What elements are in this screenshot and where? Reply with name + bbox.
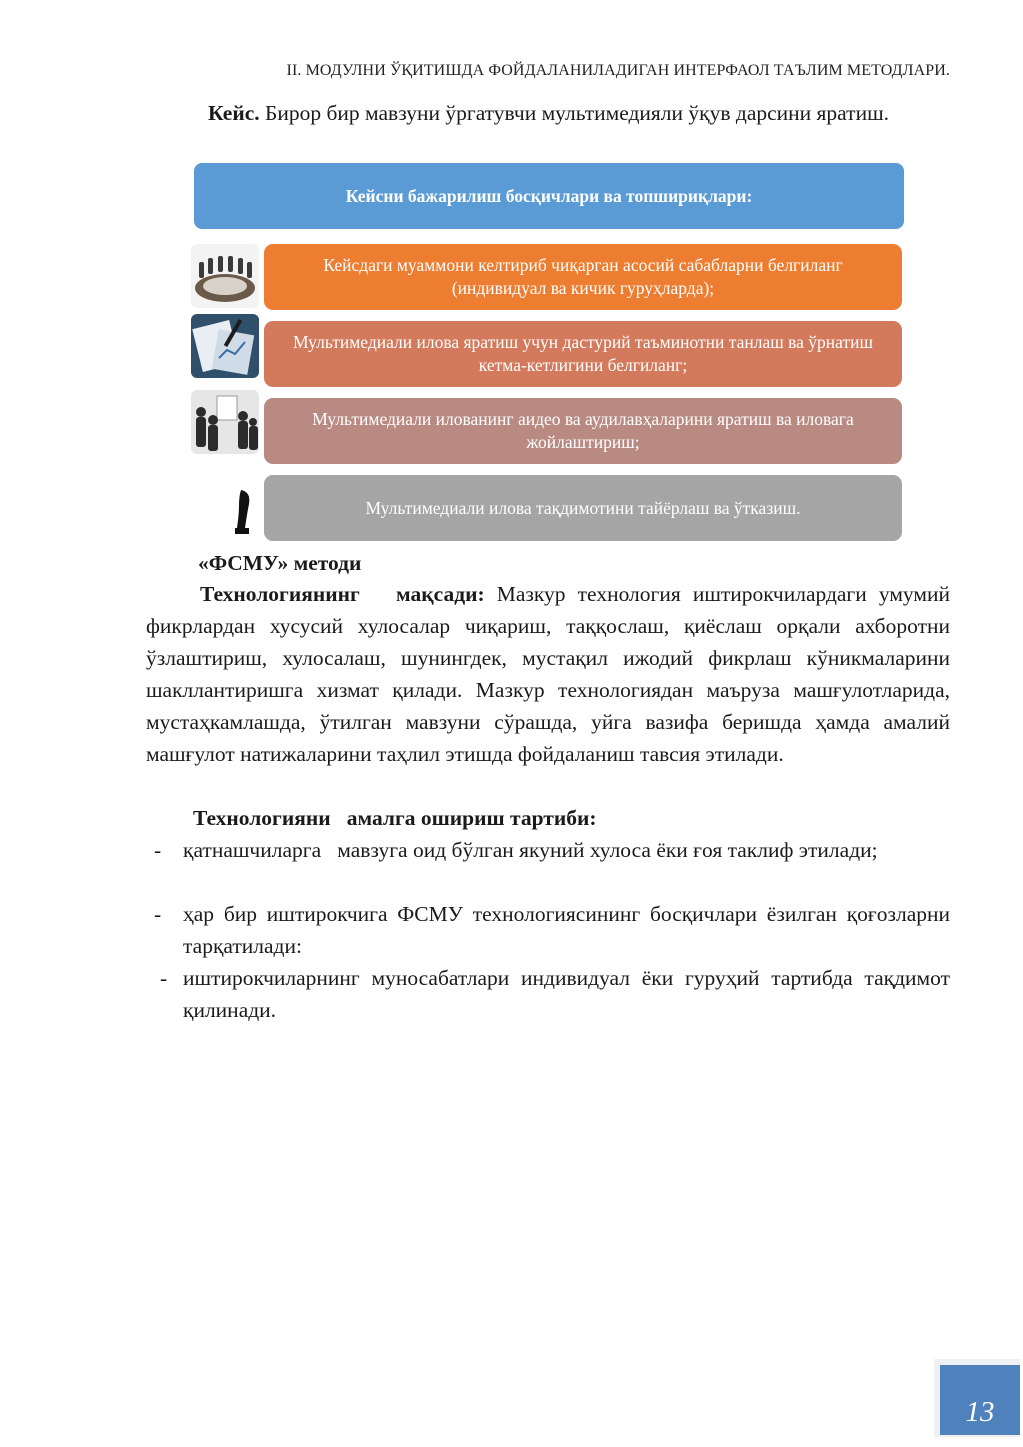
step-2-text: Мультимедиали илова яратиш учун дастурий таъминотни танлаш ва ўрнатиш кетма-кетлигини белгиланг;	[293, 332, 873, 375]
page-number: 13	[940, 1365, 1020, 1435]
method-title: «ФСМУ» методи	[198, 551, 362, 575]
list-dash: -	[154, 902, 162, 926]
running-header: II. МОДУЛНИ ЎҚИТИШДА ФОЙДАЛАНИЛАДИГАН ИНТЕРФАОЛ ТАЪЛИМ МЕТОДЛАРИ.	[286, 62, 950, 79]
list-item-text: иштирокчиларнинг муносабатлари индивидуал ёки гуруҳий тартибда тақдимот қилинади.	[183, 966, 950, 1022]
list-item	[146, 898, 950, 962]
meeting-table-image	[191, 244, 259, 308]
documents-image	[191, 314, 259, 378]
step-3-text: Мультимедиали илованинг аидео ва аудилавҳаларини яратиш ва иловага жойлаштириш;	[312, 409, 854, 452]
list-item	[146, 962, 950, 1026]
goal-paragraph	[146, 578, 950, 770]
step-1-text: Кейсдаги муаммони келтириб чиқарган асосий сабабларни белгиланг (индивидуал ва кичик гуруҳларда);	[323, 255, 843, 298]
list-dash: -	[160, 966, 168, 990]
list-item	[146, 834, 950, 866]
speaker-image	[191, 476, 259, 540]
diagram-title: Кейсни бажарилиш босқичлари ва топшириқлари:	[194, 163, 904, 229]
step-2	[264, 321, 902, 387]
goal-text: Мазкур технология иштирокчилардаги умумий фикрлардан хусусий хулосалар чиқариш, таққослаш, қиёслаш орқали ахборотни ўзлаштириш, хулосалаш, шунингдек, мустақил ижодий фикрлаш кўникмаларини шакллантиришга хизмат қилади. Мазкур технологиядан маъруза машғулотларида, мустаҳкамлашда, ўтилган мавзуни сўрашда, уйга вазифа беришда ҳамда амалий машғулот натижаларини таҳлил этишда фойдаланиш тавсия этилади.	[146, 582, 951, 766]
step-1	[264, 244, 902, 310]
list-item-text: қатнашчиларга мавзуга оид бўлган якуний хулоса ёки ғоя таклиф этилади;	[183, 838, 878, 862]
list-dash: -	[154, 838, 162, 862]
step-4	[264, 475, 902, 541]
case-paragraph	[146, 97, 950, 129]
case-text: Бирор бир мавзуни ўргатувчи мультимедияли ўқув дарсини яратиш.	[259, 101, 890, 125]
procedure-title: Технологияни амалга ошириш тартиби:	[193, 806, 597, 830]
goal-label: Технологиянинг мақсади:	[200, 582, 485, 606]
case-label: Кейс.	[208, 101, 260, 125]
list-item-text: ҳар бир иштирокчига ФСМУ технологиясининг босқичлари ёзилган қоғозларни тарқатилади:	[183, 902, 950, 958]
presentation-image	[191, 390, 259, 454]
step-3	[264, 398, 902, 464]
step-4-text: Мультимедиали илова тақдимотини тайёрлаш ва ўтказиш.	[365, 497, 801, 518]
